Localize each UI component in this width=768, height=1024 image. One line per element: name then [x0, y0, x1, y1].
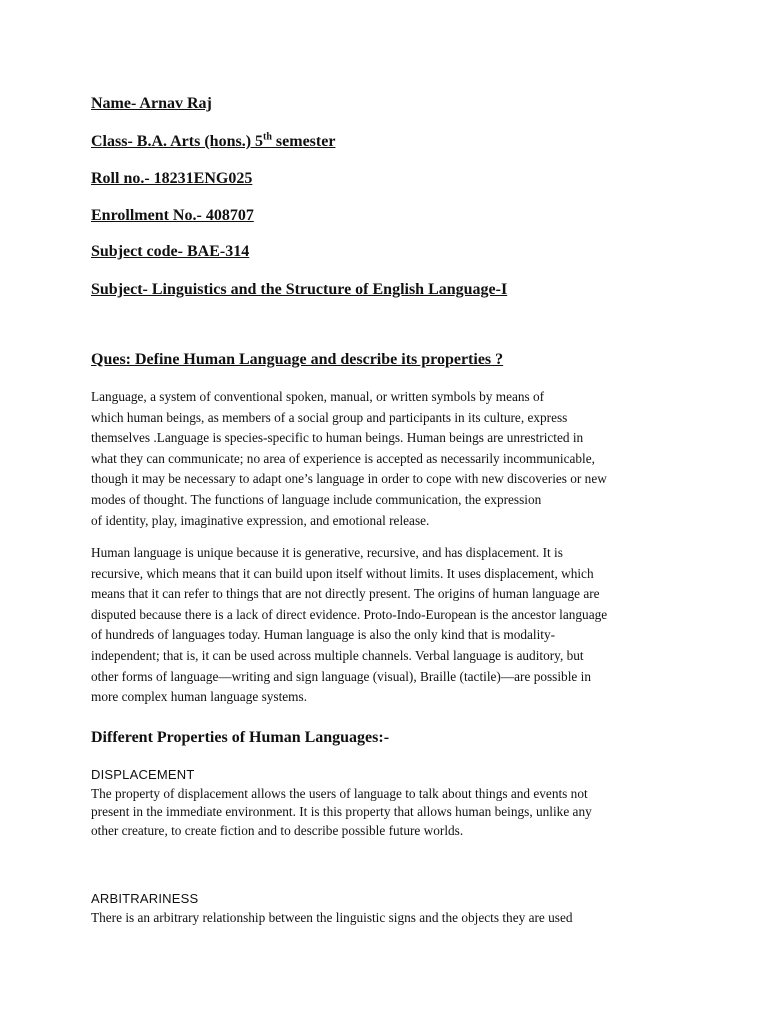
paragraph-line: of identity, play, imaginative expression, and emotional release.	[91, 512, 430, 528]
question-heading: Ques: Define Human Language and describe its properties ?	[91, 351, 504, 368]
property-title: ARBITRARINESS	[91, 891, 199, 906]
class-suffix: semester	[271, 133, 336, 150]
paragraph-line: recursive, which means that it can build upon itself without limits. It uses displacement, which	[91, 565, 594, 581]
property-displacement	[91, 766, 592, 840]
enrollment-number: Enrollment No.- 408707	[91, 207, 254, 224]
property-title: DISPLACEMENT	[91, 767, 195, 782]
property-line: There is an arbitrary relationship between the linguistic signs and the objects they are used	[91, 909, 573, 925]
properties-heading: Different Properties of Human Languages:-	[91, 729, 390, 746]
paragraph-line: Language, a system of conventional spoken, manual, or written symbols by means of	[91, 389, 545, 404]
class-text: Class- B.A. Arts (hons.) 5	[91, 133, 264, 150]
paragraph-line: of hundreds of languages today. Human language is also the only kind that is modality-	[91, 627, 556, 643]
paragraph-line: disputed because there is a lack of direct evidence. Proto-Indo-European is the ancestor language	[91, 606, 608, 622]
paragraph-line: Human language is unique because it is generative, recursive, and has displacement. It is	[91, 545, 563, 560]
property-line: present in the immediate environment. It is this property that allows human beings, unlike any	[91, 804, 592, 819]
paragraph-2	[91, 543, 607, 708]
paragraph-line: independent; that is, it can be used across multiple channels. Verbal language is auditory, but	[91, 647, 584, 663]
property-line: The property of displacement allows the users of language to talk about things and events not	[91, 785, 588, 801]
roll-number: Roll no.- 18231ENG025	[91, 170, 253, 187]
paragraph-line: though it may be necessary to adapt one’s language in order to cope with new discoveries or new	[91, 471, 607, 487]
subject-code: Subject code- BAE-314	[91, 243, 250, 260]
student-class	[91, 132, 335, 152]
subject-title: Subject- Linguistics and the Structure of English Language-I	[91, 281, 508, 298]
paragraph-line: modes of thought. The functions of language include communication, the expression	[91, 491, 542, 507]
student-name: Name- Arnav Raj	[91, 95, 212, 112]
paragraph-line: which human beings, as members of a social group and participants in its culture, express	[91, 409, 568, 425]
paragraph-line: what they can communicate; no area of experience is accepted as necessarily incommunicable,	[91, 450, 595, 466]
paragraph-line: other forms of language—writing and sign language (visual), Braille (tactile)—are possible in	[91, 668, 591, 684]
paragraph-1	[91, 387, 607, 531]
paragraph-line: themselves .Language is species-specific to human beings. Human beings are unrestricted in	[91, 430, 584, 446]
paragraph-line: means that it can refer to things that are not directly present. The origins of human language are	[91, 586, 600, 602]
property-arbitrariness	[91, 890, 573, 927]
property-line: other creature, to create fiction and to describe possible future worlds.	[91, 822, 464, 838]
class-superscript: th	[263, 131, 272, 143]
paragraph-line: more complex human language systems.	[91, 689, 308, 705]
